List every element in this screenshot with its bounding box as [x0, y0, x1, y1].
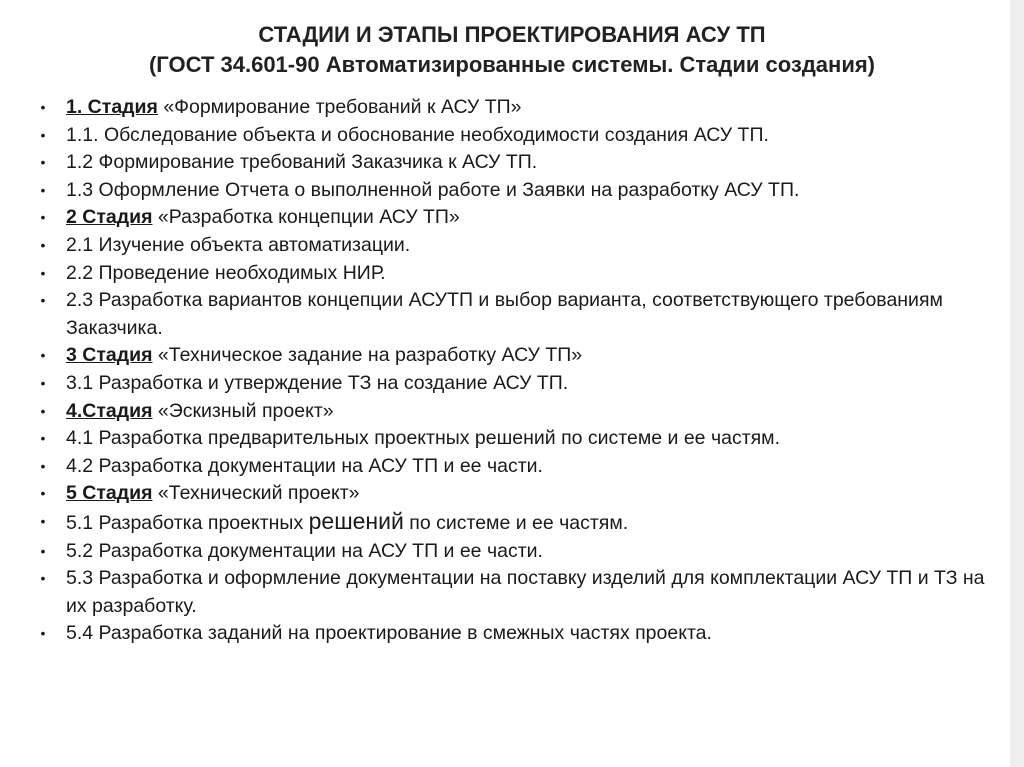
list-item	[36, 177, 986, 205]
bullet-icon: •	[40, 430, 46, 447]
bullet-icon: •	[40, 99, 46, 115]
list-item	[36, 565, 986, 620]
list-item	[36, 370, 986, 398]
bullet-icon: •	[40, 625, 46, 642]
list-item-stage-5	[36, 480, 986, 508]
item-text: 3.1 Разработка и утверждение ТЗ на создание АСУ ТП.	[66, 371, 569, 394]
stage-title: «Разработка концепции АСУ ТП»	[152, 206, 460, 229]
item-text: 4.2 Разработка документации на АСУ ТП и ее части.	[66, 454, 543, 477]
list-item-stage-2	[36, 204, 986, 232]
item-text: 2.1 Изучение объекта автоматизации.	[66, 233, 411, 256]
stage-label: 3 Стадия	[66, 344, 153, 367]
stage-label: 2 Стадия	[66, 206, 153, 229]
list-item	[36, 287, 986, 342]
list-item	[36, 620, 986, 648]
item-text: 5.2 Разработка документации на АСУ ТП и ее части.	[66, 539, 543, 562]
item-text: по системе и ее частям.	[403, 511, 629, 534]
list-item-stage-4	[36, 398, 986, 426]
title-line-2: (ГОСТ 34.601-90 Автоматизированные системы. Стадии создания)	[148, 52, 876, 77]
item-text: 1.3 Оформление Отчета о выполненной работе и Заявки на разработку АСУ ТП.	[66, 178, 800, 201]
bullet-icon: •	[40, 154, 46, 171]
stage-title: «Эскизный проект»	[152, 399, 334, 422]
bullet-icon: •	[40, 347, 46, 364]
bullet-icon: •	[40, 402, 46, 419]
list-item	[36, 122, 986, 150]
bullet-icon: •	[40, 542, 46, 559]
item-text: 5.4 Разработка заданий на проектирование в смежных частях проекта.	[66, 622, 712, 645]
list-item-stage-3	[36, 342, 986, 370]
item-text: 2.3 Разработка вариантов концепции АСУТП и выбор варианта, соответствующего требованиям Заказчика.	[66, 289, 943, 339]
item-text: 2.2 Проведение необходимых НИР.	[66, 261, 386, 284]
list-item	[36, 538, 986, 566]
bullet-icon: •	[40, 485, 46, 502]
item-text: 1.1. Обследование объекта и обоснование необходимости создания АСУ ТП.	[66, 123, 769, 146]
slide-edge	[1010, 0, 1024, 767]
stage-label: 4.Стадия	[66, 399, 153, 422]
bullet-icon: •	[40, 374, 46, 391]
list-item-stage-1	[36, 94, 986, 122]
list-item	[36, 260, 986, 288]
stages-list	[36, 94, 986, 648]
bullet-icon: •	[40, 512, 46, 529]
slide-title	[0, 20, 1024, 80]
item-text: 5.3 Разработка и оформление документации на поставку изделий для комплектации АСУ ТП и ТЗ на их разработку.	[66, 567, 985, 617]
stage-title: «Формирование требований к АСУ ТП»	[157, 96, 522, 118]
stage-label: 5 Стадия	[66, 482, 153, 505]
bullet-icon: •	[40, 457, 46, 474]
title-line-1: СТАДИИ И ЭТАПЫ ПРОЕКТИРОВАНИЯ АСУ ТП	[258, 22, 766, 47]
list-item	[36, 453, 986, 481]
stage-title: «Технический проект»	[152, 482, 360, 505]
bullet-icon: •	[40, 264, 46, 281]
item-text: 5.1 Разработка проектных	[66, 511, 309, 534]
bullet-icon: •	[40, 292, 46, 309]
stage-title: «Техническое задание на разработку АСУ ТП»	[152, 344, 583, 367]
bullet-icon: •	[40, 236, 46, 253]
stage-label: 1. Стадия	[66, 96, 158, 118]
list-item	[36, 425, 986, 453]
bullet-icon: •	[40, 209, 46, 226]
item-text: 4.1 Разработка предварительных проектных решений по системе и ее частям.	[66, 427, 781, 450]
item-text-emphasis: решений	[308, 507, 404, 534]
list-item	[36, 508, 986, 538]
bullet-icon: •	[40, 570, 46, 587]
list-item	[36, 149, 986, 177]
bullet-icon: •	[40, 126, 46, 143]
bullet-icon: •	[40, 181, 46, 198]
item-text: 1.2 Формирование требований Заказчика к АСУ ТП.	[66, 151, 538, 174]
list-item	[36, 232, 986, 260]
